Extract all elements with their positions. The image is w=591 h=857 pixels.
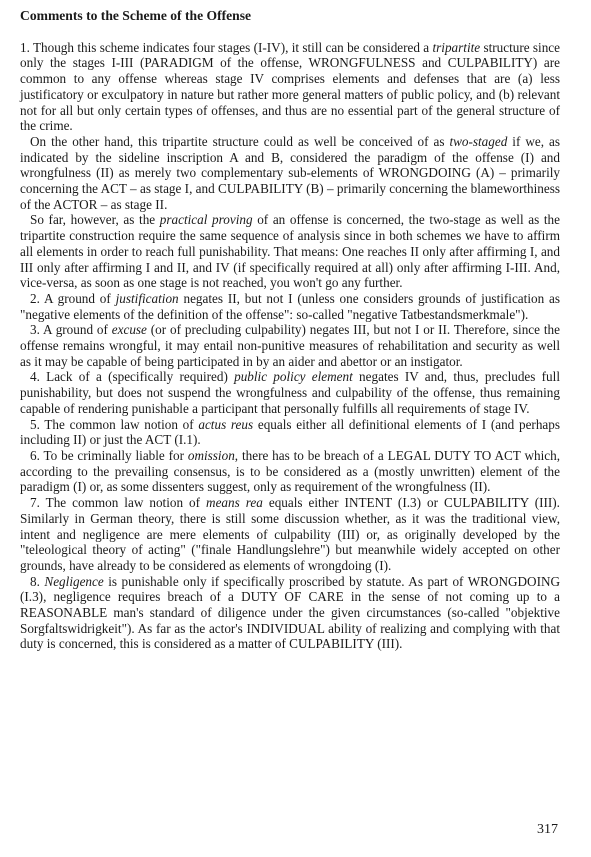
- emphasis-term: excuse: [111, 322, 147, 338]
- paragraph-text: 8.: [30, 573, 45, 589]
- paragraph-6: [20, 369, 560, 416]
- emphasis-term: means rea: [206, 495, 263, 511]
- emphasis-term: public policy element: [234, 369, 353, 385]
- paragraph-5: [20, 322, 560, 369]
- paragraph-3: [20, 212, 560, 291]
- paragraph-text: negates II, but not I (unless one considers grounds of justification as "negative elements of the definition of the offense": so-called "negative Tatbestandsmerkmale").: [20, 290, 560, 322]
- paragraph-text: , there has to be breach of a LEGAL DUTY TO ACT which, according to the prevailing consensus, is to be considered as a (mostly unwritten) element of the paradigm (I) or, as some dissenters suggest, only as requirement of the wrongfulness (II).: [20, 447, 560, 495]
- paragraph-1: [20, 40, 560, 134]
- paragraph-text: equals either all definitional elements of I (and perhaps including II) or just the ACT (I.1).: [20, 416, 560, 448]
- paragraph-9: [20, 495, 560, 574]
- paragraph-text: negates IV and, thus, precludes full punishability, but does not suspend the wrongfulness and culpability of the offense, thus remaining capable of rendering punishable a participant that personally fulfills all requirements of stage IV.: [20, 369, 560, 416]
- paragraph-text: So far, however, as the: [30, 212, 160, 228]
- paragraph-2: [20, 134, 560, 213]
- section-heading: Comments to the Scheme of the Offense: [20, 8, 252, 23]
- emphasis-term: practical proving: [159, 212, 253, 228]
- paragraph-text: structure since only the stages I-III (PARADIGM of the offense, WRONGFULNESS and CULPABILITY) are common to any offense whereas stage IV comprises elements and defenses that are (a) less justificatory or exculpatory in nature but rather more general matters of public policy, and (b) relevant not for all but only certain types of offenses, and thus are no essential part of the general structure of the crime.: [20, 39, 561, 134]
- emphasis-term: Negligence: [44, 573, 104, 589]
- paragraph-text: 1. Though this scheme indicates four stages (I-IV), it still can be considered a: [20, 39, 433, 55]
- emphasis-term: justification: [115, 290, 179, 306]
- page-number: 317: [537, 822, 558, 837]
- paragraph-8: [20, 448, 560, 495]
- emphasis-term: tripartite: [432, 39, 481, 55]
- emphasis-term: omission: [187, 447, 235, 463]
- emphasis-term: two-staged: [449, 133, 508, 149]
- paragraph-text: 4. Lack of a (specifically required): [30, 369, 235, 385]
- paragraph-7: [20, 417, 560, 448]
- paragraph-text: is punishable only if specifically proscribed by statute. As part of WRONGDOING (I.3), negligence requires breach of a DUTY OF CARE in the sense of not coming up to a REASONABLE man's standard of diligence under the given circumstances (so-called "objektive Sorgfaltswidrigkeit"). As far as the actor's INDIVIDUAL ability of realizing and complying with that duty is concerned, this is considered as a matter of CULPABILITY (III).: [20, 573, 561, 652]
- emphasis-term: actus reus: [198, 416, 254, 432]
- paragraph-10: [20, 574, 560, 653]
- paragraph-text: 2. A ground of: [30, 290, 116, 306]
- paragraph-text: 5. The common law notion of: [30, 416, 199, 432]
- paragraph-text: 3. A ground of: [30, 322, 112, 338]
- paragraph-text: of an offense is concerned, the two-stage as well as the tripartite construction require the same sequence of analysis since in both schemes we have to affirm all elements in order to reach full punishability. That means: One reaches II only after affirming I, and III only after affirming I and II, and IV (if specifically required at all) only after affirming I-III. And, vice-versa, as soon as one stage is not reached, you won't go any further.: [20, 212, 560, 291]
- paragraph-text: if we, as indicated by the sideline inscription A and B, considered the paradigm of the offense (I) and wrongfulness (II) as merely two complementary sub-elements of WRONGDOING (A) – primarily concerning the ACT – as stage I, and CULPABILITY (B) – primarily concerning the blameworthiness of the ACTOR – as stage II.: [20, 133, 560, 212]
- paragraph-text: equals either INTENT (I.3) or CULPABILITY (III). Similarly in German theory, there is still some discussion whether, as it was the traditional view, intent and negligence are mere elements of culpability (III) or, as originally developed by the "teleological theory of acting" ("finale Handlungslehre") but meanwhile widely accepted on other grounds, have already to be considered as elements of wrongdoing (I).: [20, 495, 560, 573]
- page-body: [20, 8, 560, 652]
- paragraph-4: [20, 291, 560, 322]
- paragraph-text: 6. To be criminally liable for: [30, 447, 188, 463]
- paragraph-text: 7. The common law notion of: [30, 495, 207, 511]
- paragraph-text: (or of precluding culpability) negates III, but not I or II. Therefore, since the offense remains wrongful, it may entail non-punitive measures of rehabilitation and security as well as it may be capable of being participated in by an aider and abettor or an instigator.: [20, 322, 560, 369]
- paragraph-text: On the other hand, this tripartite structure could as well be conceived of as: [30, 133, 450, 149]
